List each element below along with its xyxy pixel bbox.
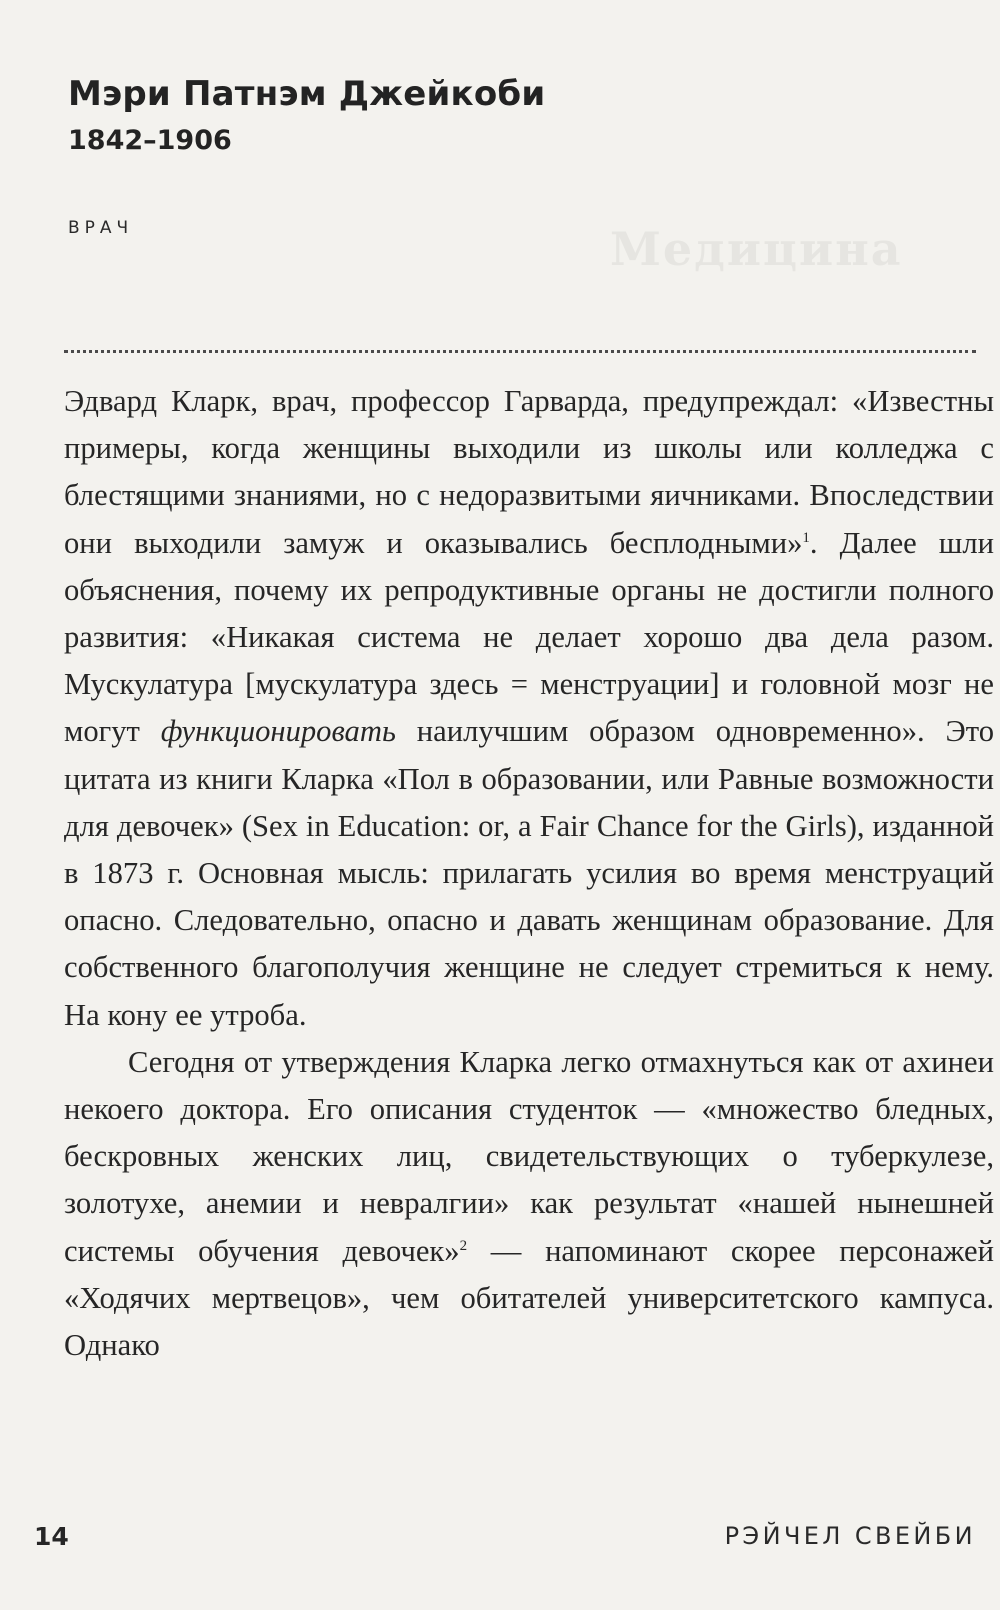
footnote-marker-2: 2 bbox=[459, 1237, 468, 1254]
text-segment: Эдвард Кларк, врач, профессор Гарварда, предупреждал: «Известны примеры, когда женщины выходили из школы или колледжа с блестящими знаниями, но с недоразвитыми яичниками. Впоследствии они выходили замуж и оказывались бесплодными» bbox=[64, 384, 994, 560]
running-header-author: РЭЙЧЕЛ СВЕЙБИ bbox=[724, 1522, 976, 1550]
paragraph-2 bbox=[64, 1039, 994, 1369]
profession-label: ВРАЧ bbox=[68, 218, 134, 238]
bleed-through-text: Медицина bbox=[610, 222, 903, 276]
text-segment: наилучшим образом одновременно». Это цитата из книги Кларка «Пол в образовании, или Равные возможности для девочек» (Sex in Education: or, a Fair Chance for the Girls), изданной в 1873 г. Основная мысль: прилагать усилия во время менструаций опасно. Следовательно, опасно и давать женщинам образование. Для собственного благополучия женщине не следует стремиться к нему. На кону ее утроба. bbox=[64, 714, 994, 1032]
text-segment: . Далее шли объяснения, почему их репродуктивные органы не достигли полного развития: «Никакая система не делает хорошо два дела разом. Мускулатура [мускулатура здесь = менструации] и головной мозг не могут bbox=[64, 525, 994, 749]
chapter-title: Мэри Патнэм Джейкоби bbox=[68, 74, 546, 114]
body-text bbox=[64, 378, 994, 1369]
italic-emphasis: функционировать bbox=[160, 714, 396, 749]
footnote-marker-1: 1 bbox=[802, 529, 810, 546]
page-number: 14 bbox=[34, 1522, 69, 1551]
life-years: 1842–1906 bbox=[68, 125, 232, 156]
paragraph-1 bbox=[64, 378, 994, 1039]
text-segment: — напоминают скорее персонажей «Ходячих мертвецов», чем обитателей университетского кампуса. Однако bbox=[64, 1233, 994, 1363]
text-segment: Сегодня от утверждения Кларка легко отмахнуться как от ахинеи некоего доктора. Его описания студенток — «множество бледных, бескровных женских лиц, свидетельствующих о туберкулезе, золотухе, анемии и невралгии» как результат «нашей нынешней системы обучения девочек» bbox=[64, 1044, 994, 1268]
dotted-divider bbox=[64, 350, 976, 353]
